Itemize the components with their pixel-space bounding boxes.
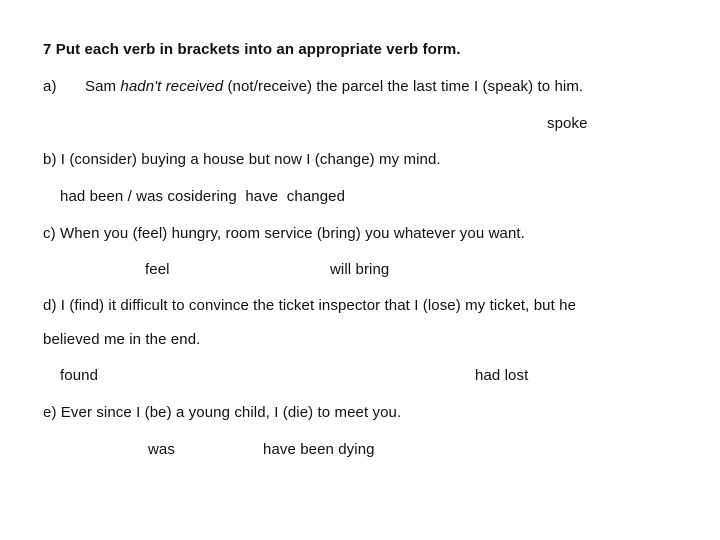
item-a-sentence-italic: hadn't received [120, 78, 224, 95]
item-a-sentence [85, 78, 583, 96]
item-c-sentence: c) When you (feel) hungry, room service (bring) you whatever you want. [43, 225, 525, 242]
item-e-sentence: e) Ever since I (be) a young child, I (die) to meet you. [43, 404, 402, 421]
exercise-title: 7 Put each verb in brackets into an appropriate verb form. [43, 41, 461, 58]
item-a-answer-1: spoke [547, 115, 588, 132]
item-b-sentence: b) I (consider) buying a house but now I (change) my mind. [43, 151, 441, 168]
item-a-sentence-start: Sam [85, 78, 121, 95]
item-a-sentence-end: (not/receive) the parcel the last time I (speak) to him. [223, 78, 584, 95]
item-c-answer-1: feel [145, 261, 170, 278]
item-d-answer-1: found [60, 367, 99, 384]
item-b-answer-1: had been / was cosidering have changed [60, 188, 346, 205]
item-e-answer-2: have been dying [263, 441, 375, 458]
item-c-answer-2: will bring [330, 261, 390, 278]
item-e-answer-1: was [148, 441, 175, 458]
item-d-sentence-line2: believed me in the end. [43, 331, 201, 348]
item-a-label: a) [43, 78, 57, 95]
item-d-answer-2: had lost [475, 367, 529, 384]
item-d-sentence-line1: d) I (find) it difficult to convince the ticket inspector that I (lose) my ticket, but he [43, 297, 577, 314]
